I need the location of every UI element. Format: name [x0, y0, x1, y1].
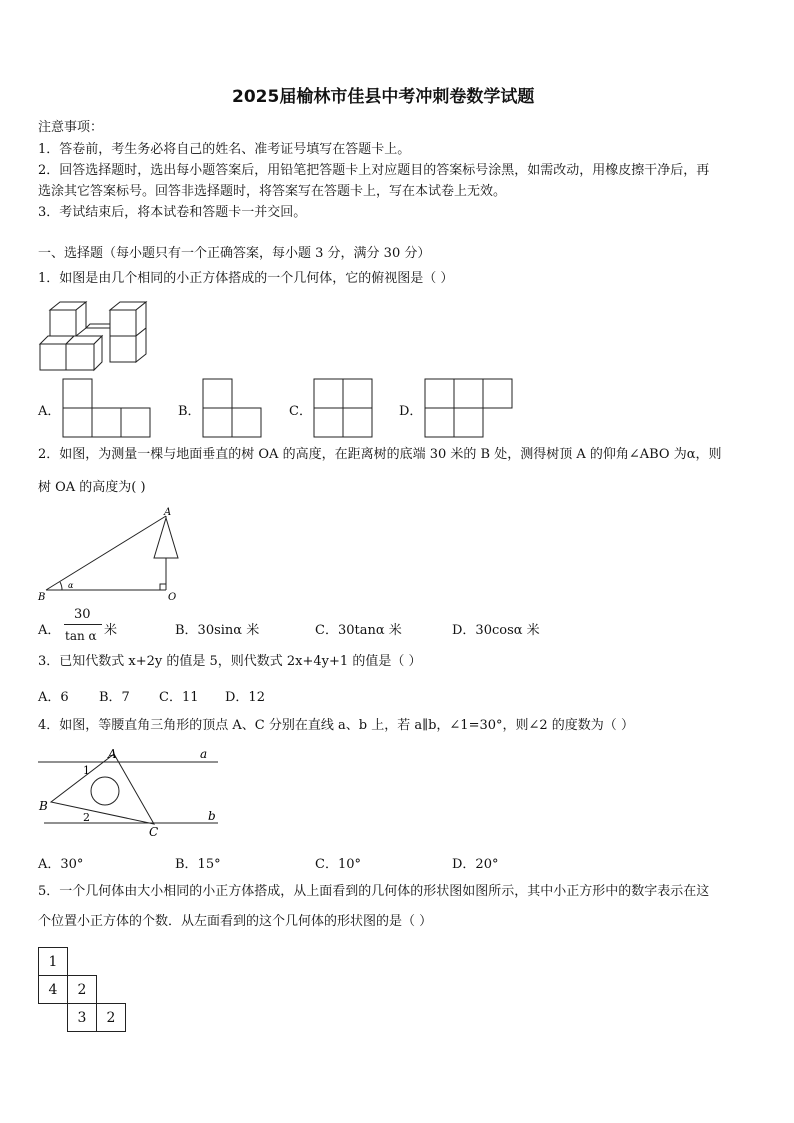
q4-label-a: A [108, 747, 117, 761]
q5-grid-cell: 3 [68, 1004, 97, 1032]
notice-item-2-cont: 选涂其它答案标号。回答非选择题时，将答案写在答题卡上，写在本试卷上无效。 [38, 184, 507, 199]
q5-top-view-grid [38, 947, 126, 1032]
q2-option-a-prefix: A． [38, 623, 61, 638]
q2-option-a-unit: 米 [104, 623, 118, 638]
question-2-text: 2．如图，为测量一棵与地面垂直的树 OA 的高度，在距离树的底端 30 米的 B 处，测得树顶 A 的仰角∠ABO 为α，则 [38, 447, 722, 462]
question-2-text-cont: 树 OA 的高度为( ) [38, 480, 146, 495]
notice-heading: 注意事项： [38, 120, 104, 135]
q5-grid-cell-empty [39, 1004, 68, 1032]
q5-grid-cell: 2 [68, 976, 97, 1004]
q1-option-b-label: B． [178, 404, 201, 419]
page-title: 2025届榆林市佳县中考冲刺卷数学试题 [232, 87, 535, 107]
q4-label-angle-1: 1 [83, 764, 90, 777]
q5-grid-cell-empty [97, 948, 126, 976]
q2-option-b[interactable]: B．30sinα 米 [175, 623, 260, 638]
q1-option-a[interactable] [38, 400, 60, 419]
q5-grid-cell-empty [97, 976, 126, 1004]
question-3-text: 3．已知代数式 x+2y 的值是 5，则代数式 2x+4y+1 的值是（ ） [38, 654, 422, 669]
notice-item-2: 2．回答选择题时，选出每小题答案后，用铅笔把答题卡上对应题目的答案标号涂黑，如需改动，用橡皮擦干净后，再 [38, 163, 710, 178]
q1-option-a-figure [62, 378, 154, 440]
q2-label-a: A [164, 507, 172, 518]
question-4-text: 4．如图，等腰直角三角形的顶点 A、C 分别在直线 a、b 上，若 a∥b，∠1=30°，则∠2 的度数为（ ） [38, 718, 634, 733]
question-1-text: 1．如图是由几个相同的小正方体搭成的一个几何体，它的俯视图是（ ） [38, 271, 454, 286]
q1-option-c-label: C． [289, 404, 312, 419]
q1-option-d[interactable] [399, 400, 422, 419]
q4-label-angle-2: 2 [83, 811, 90, 824]
q4-label-b: B [39, 799, 48, 813]
q1-option-c-figure [313, 378, 375, 440]
q4-option-d[interactable]: D．20° [452, 857, 499, 872]
q3-option-a[interactable]: A．6 [38, 690, 69, 705]
q2-option-a-numerator: 30 [74, 607, 91, 622]
q5-grid-cell: 4 [39, 976, 68, 1004]
q4-triangle-figure [36, 746, 221, 838]
q2-option-a-denominator: tan α [65, 629, 97, 643]
question-5-text-cont: 个位置小正方体的个数．从左面看到的这个几何体的形状图的是（ ） [38, 914, 433, 929]
q2-label-b: B [38, 592, 46, 603]
q3-option-b[interactable]: B．7 [99, 690, 130, 705]
q2-label-alpha: α [68, 581, 74, 590]
q1-cube-figure [38, 302, 153, 372]
q3-option-d[interactable]: D．12 [225, 690, 265, 705]
notice-item-1: 1．答卷前，考生务必将自己的姓名、准考证号填写在答题卡上。 [38, 142, 411, 157]
q5-grid-cell: 2 [97, 1004, 126, 1032]
q4-option-c[interactable]: C．10° [315, 857, 361, 872]
q4-label-c: C [149, 825, 159, 839]
q4-label-line-a: a [200, 747, 208, 761]
q1-option-d-figure [424, 378, 516, 440]
q2-option-c[interactable]: C．30tanα 米 [315, 623, 402, 638]
q1-option-b[interactable] [178, 400, 201, 419]
q2-option-d[interactable]: D．30cosα 米 [452, 623, 540, 638]
q2-label-o: O [168, 592, 177, 603]
q1-option-d-label: D． [399, 404, 423, 419]
q4-option-a[interactable]: A．30° [38, 857, 84, 872]
q4-label-line-b: b [208, 809, 216, 823]
q1-option-a-label: A． [38, 404, 61, 419]
question-5-text: 5．一个几何体由大小相同的小正方体搭成，从上面看到的几何体的形状图如图所示，其中小正方形中的数字表示在这 [38, 884, 710, 899]
q1-option-b-figure [202, 378, 264, 440]
q2-tree-figure [38, 506, 188, 601]
q1-option-c[interactable] [289, 400, 312, 419]
q3-option-c[interactable]: C．11 [159, 690, 199, 705]
q5-grid-cell: 1 [39, 948, 68, 976]
q5-grid-cell-empty [68, 948, 97, 976]
q4-option-b[interactable]: B．15° [175, 857, 221, 872]
q2-option-a-fraction-bar [64, 624, 102, 625]
notice-item-3: 3．考试结束后，将本试卷和答题卡一并交回。 [38, 205, 307, 220]
section-heading: 一、选择题（每小题只有一个正确答案，每小题 3 分，满分 30 分） [38, 246, 431, 261]
